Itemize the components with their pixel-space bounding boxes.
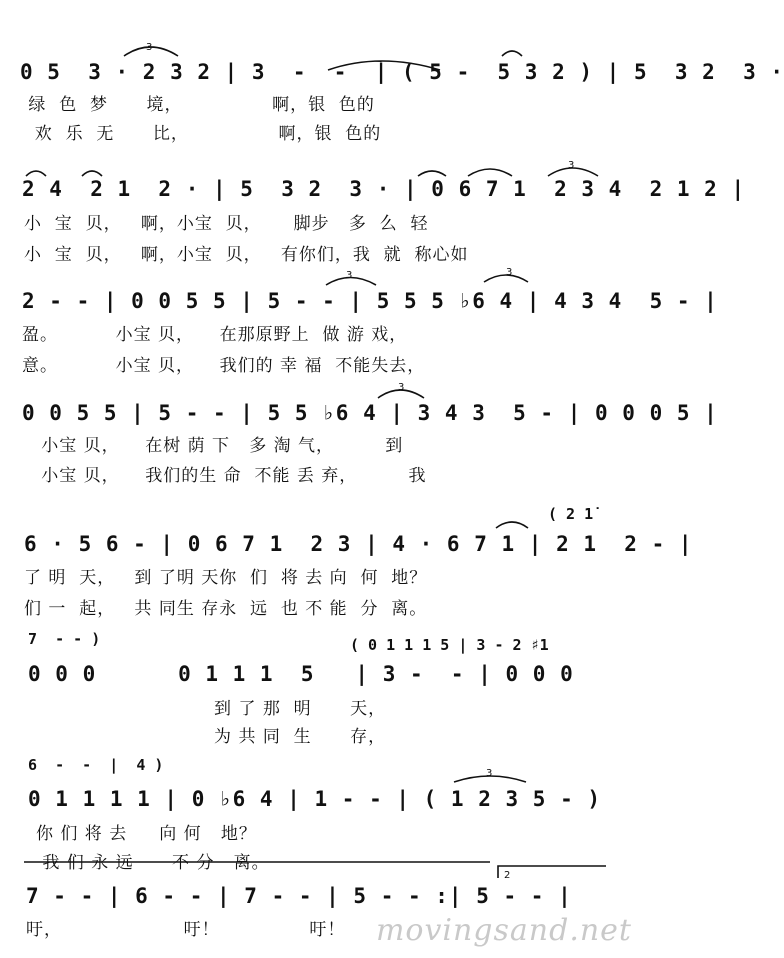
lyric-line-2b: 小 宝 贝， 啊，小宝 贝， 有你们，我 就 称心如	[24, 245, 469, 265]
lyric-line-8a: 吁， 吁！ 吁！	[26, 920, 346, 940]
volta-2-label: 2	[504, 870, 511, 881]
volta-2-line	[498, 866, 606, 878]
triplet-number: 3	[506, 267, 513, 278]
notation-line-4: 0 0 5 5 | 5 - - | 5 5 ♭6 4 | 3 4 3 5 - | 0 0 0 5 |	[22, 401, 718, 425]
lyric-line-4b: 小宝 贝， 我们的生 命 不能 丢 弃， 我	[22, 466, 427, 486]
triplet-number: 3	[146, 42, 153, 53]
slur	[418, 171, 446, 176]
slur	[502, 51, 522, 56]
lyric-line-3a: 盈。 小宝 贝， 在那原野上 做 游 戏，	[22, 325, 408, 345]
slur	[26, 171, 46, 176]
slur	[82, 171, 102, 176]
lyric-line-1a: 绿 色 梦 境， 啊，银 色的	[22, 95, 375, 115]
cue-notation-row5: ( 2 1̇	[548, 505, 594, 523]
lyric-line-6a: 到 了 那 明 天，	[150, 699, 387, 719]
notation-line-6: 0 0 0 0 1 1 1 5 | 3 - - | 0 0 0	[28, 662, 574, 686]
notation-line-2: 2 4 2 1 2 · | 5 3 2 3 · | 0 6 7 1 2 3 4 2 1 2 |	[22, 177, 746, 201]
lyric-line-6b: 为 共 同 生 存，	[150, 727, 387, 747]
lyric-line-3b: 意。 小宝 贝， 我们的 幸 福 不能失去，	[22, 356, 426, 376]
lyric-line-7a: 你 们 将 去 向 何 地？	[36, 824, 257, 844]
cue-notation-row6-top: 7 - - )	[28, 630, 101, 648]
lyric-line-2a: 小 宝 贝， 啊，小宝 贝， 脚步 多 么 轻	[24, 214, 429, 234]
slur	[328, 61, 440, 70]
notation-line-5: 6 · 5 6 - | 0 6 7 1 2 3 | 4 · 6 7 1 | 2 1 2 - |	[24, 532, 693, 556]
notation-line-8: 7 - - | 6 - - | 7 - - | 5 - - :| 5 - - |	[26, 884, 572, 908]
cue-notation-row7-top: 6 - - | 4 )	[28, 756, 164, 774]
notation-line-1: 0 5 3 · 2 3 2 | 3 - - | ( 5 - 5 3 2 ) | 5 3 2 3 ·	[20, 60, 784, 84]
triplet-number: 3	[346, 270, 353, 281]
triplet-number: 3	[398, 382, 405, 393]
notation-line-3: 2 - - | 0 0 5 5 | 5 - - | 5 5 5 ♭6 4 | 4 3 4 5 - |	[22, 289, 718, 313]
triplet-number: 3	[568, 160, 575, 171]
slur	[468, 169, 512, 176]
lyric-line-5b: 们 一 起， 共 同生 存永 远 也 不 能 分 离。	[24, 599, 428, 619]
lyric-line-7b: 我 们 永 远 不 分 离。	[36, 853, 270, 873]
cue-notation-row6-inst: ( 0 1 1 1 5 | 3 - 2 ♯1	[350, 636, 549, 654]
triplet-number: 3	[486, 768, 493, 779]
slur	[496, 522, 528, 528]
lyric-line-4a: 小宝 贝， 在树 荫 下 多 淘 气， 到	[22, 436, 404, 456]
lyric-line-1b: 欢 乐 无 比， 啊，银 色的	[22, 124, 382, 144]
lyric-line-5a: 了 明 天， 到 了明 天你 们 将 去 向 何 地？	[24, 568, 428, 588]
notation-line-7: 0 1 1 1 1 | 0 ♭6 4 | 1 - - | ( 1 2 3 5 - )	[28, 787, 602, 811]
watermark: movingsand.net	[375, 913, 632, 948]
